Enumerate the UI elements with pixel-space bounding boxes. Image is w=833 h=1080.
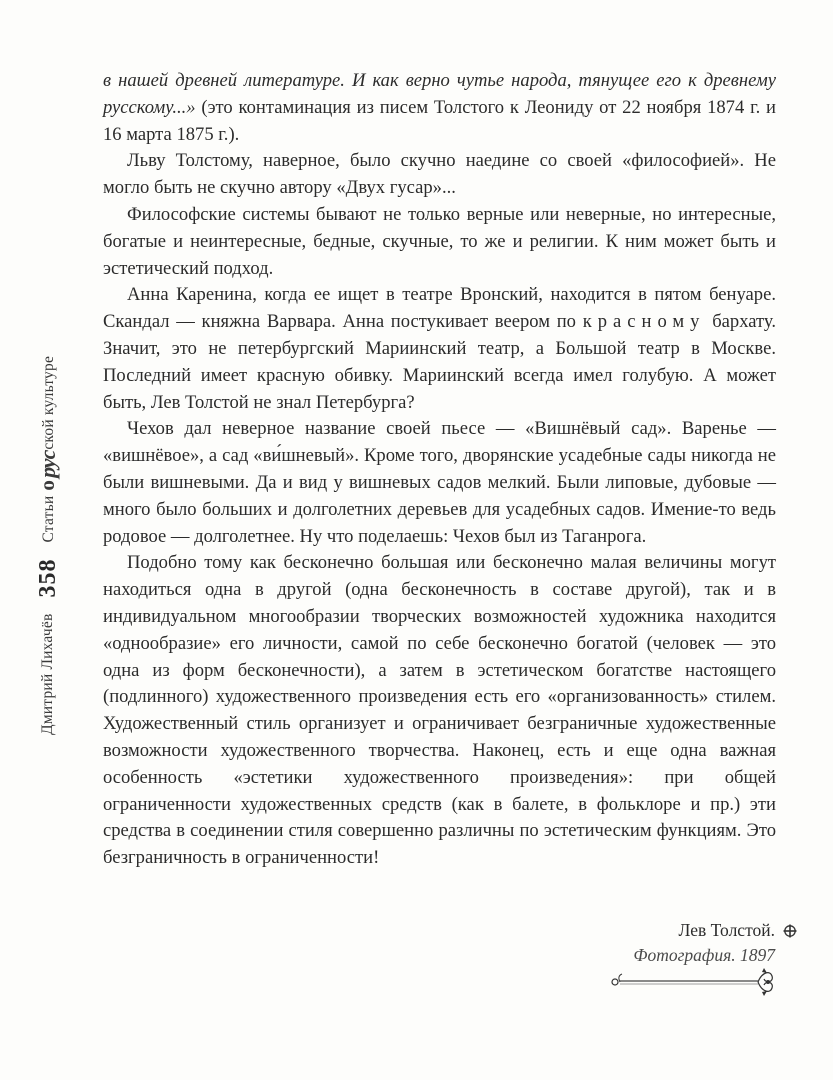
paragraph-3: Философские системы бывают не только верные или неверные, но интересные, богатые и неинтересные, бедные, скучные, то же и религии. К ним может быть и эстетический подход. — [103, 203, 776, 279]
page-number: 358 — [34, 558, 61, 598]
cross-ornament-icon — [783, 924, 797, 938]
paragraph-6: Подобно тому как бесконечно большая или бесконечно малая величины могут находиться одна в другой (одна бесконечность в составе другой), так и в индивидуальном многообразии творческих возможностей художника находится «однообразие» его личности, самой по себе бесконечно богатой (человек — это одна из форм бесконечности), а затем в эстетическом богатстве настоящего (подлинного) художественного произведения есть его «организованность» стилем. Художественный стиль организует и ограничивает безграничные художественные возможности художественного творчества. Наконец, есть и еще одна важная особенность «эстетики художественного произведения»: при общей ограниченности художественных средств (как в балете, в фольклоре и пр.) эти средства в соединении стиля совершенно различны по эстетическим функциям. Это безграничность в ограниченности! — [103, 552, 776, 869]
paragraph-4-part-b: бархату. Значит, это не петербургский Мариинский театр, а Большой театр в Москве. Последний имеет красную обивку. Мариинский всегда имел голубую. А может быть, Лев Толстой не знал Петербурга? — [103, 311, 776, 413]
paragraph-2: Льву Толстому, наверное, было скучно наедине со своей «философией». Не могло быть не скучно автору «Двух гусар»... — [103, 150, 776, 199]
paragraph-4-spaced-word: красному — [582, 311, 706, 333]
paragraph-4-part-a: Анна Каренина, когда ее ищет в театре Вронский, находится в пятом бенуаре. Скандал — княжна Варвара. Анна постукивает веером по — [103, 284, 776, 333]
running-head-author: Дмитрий Лихачёв — [39, 613, 56, 735]
series-word-2: ской культуре — [40, 355, 57, 450]
caption-subtitle: Фотография. 1897 — [633, 945, 775, 965]
series-o-letter: о — [35, 479, 59, 491]
paragraph-1-rest: (это контаминация из писем Толстого к Леониду от 22 ноября 1874 г. и 16 марта 1875 г.). — [103, 96, 776, 145]
paragraph-4 — [103, 282, 776, 416]
photo-caption — [633, 918, 775, 968]
quote-italic: в нашей древней литературе. И как верно чутье народа, тянущее его к древнему русскому...» — [103, 70, 776, 118]
running-head-series — [35, 356, 61, 543]
caption-title: Лев Толстой. — [678, 920, 775, 940]
decorative-rule-icon — [608, 964, 778, 998]
paragraph-1 — [103, 68, 776, 148]
paragraph-5: Чехов дал неверное название своей пьесе — «Вишнёвый сад». Варенье — «вишнёвое», а сад «ви́шневый». Кроме того, дворянские усадебные сады никогда не были вишневыми. Да и вид у вишневых садов мелкий. Были липовые, дубовые — много было больших и долголетних деревьев для усадебных садов. Имение-то ведь родовое — долголетнее. Ну что поделаешь: Чехов был из Таганрога. — [103, 418, 776, 547]
main-text — [103, 68, 776, 872]
series-word-1: Статьи — [40, 495, 57, 543]
running-head — [26, 255, 70, 735]
series-ornate-letters: рус — [35, 450, 60, 478]
